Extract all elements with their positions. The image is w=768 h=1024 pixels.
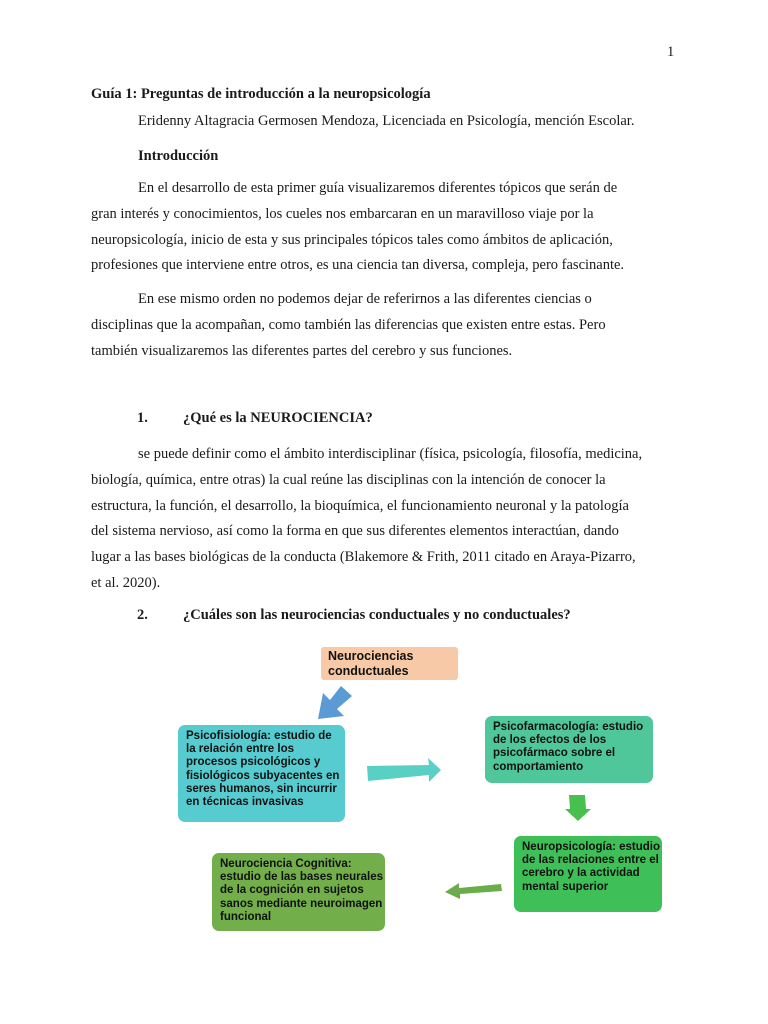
box-text-line: Psicofarmacología: estudio: [493, 721, 644, 733]
box-text-line: conductuales: [328, 664, 409, 678]
box-neuropsicologia: [514, 836, 662, 912]
text-line: se puede definir como el ámbito interdisciplinar (física, psicología, filosofía, medicina,: [138, 446, 643, 462]
arrow-down: [565, 795, 591, 821]
box-text-line: fisiológicos subyacentes en: [186, 769, 340, 782]
box-neurociencia-cognitiva: [212, 853, 385, 931]
box-text-line: Neurociencias: [328, 649, 414, 663]
arrow-down-left: [318, 686, 352, 719]
page-number: 1: [667, 44, 675, 60]
box-neurociencias-conductuales: [321, 647, 458, 680]
text-line: del sistema nervioso, así como la forma en que sus diferentes elementos interactúan, dando: [91, 523, 619, 540]
box-text-line: procesos psicológicos y: [186, 756, 321, 769]
arrow-right-1: [367, 758, 441, 782]
text-line: En el desarrollo de esta primer guía visualizaremos diferentes tópicos que serán de: [138, 180, 618, 196]
text-line: profesiones que interviene entre otros, es una ciencia tan diversa, compleja, pero fascinante.: [91, 257, 625, 274]
box-text-line: en técnicas invasivas: [186, 796, 304, 809]
box-text-line: Psicofisiología: estudio de: [186, 730, 332, 742]
box-text-line: de la cognición en sujetos: [220, 884, 364, 897]
document-title: Guía 1: Preguntas de introducción a la neuropsicología: [91, 86, 431, 102]
box-text-line: mental superior: [522, 880, 609, 893]
box-text-line: psicofármaco sobre el: [493, 747, 616, 760]
question-2-text: ¿Cuáles son las neurociencias conductuales y no conductuales?: [183, 607, 571, 623]
text-line: lugar a las bases biológicas de la conducta (Blakemore & Frith, 2011 citado en Araya-Pizarro,: [91, 549, 636, 566]
box-psicofarmacologia: [485, 716, 653, 783]
arrow-left: [445, 883, 502, 899]
box-text-line: de las relaciones entre el: [522, 854, 659, 867]
text-line: estructura, la función, el desarrollo, la bioquímica, el funcionamiento neuronal y la patología: [91, 497, 629, 514]
text-line: también visualizaremos las diferentes partes del cerebro y sus funciones.: [91, 342, 513, 359]
box-text-line: la relación entre los: [186, 743, 295, 756]
box-text-line: Neuropsicología: estudio: [522, 841, 661, 853]
question-1-text: ¿Qué es la NEUROCIENCIA?: [183, 410, 373, 426]
box-text-line: Neurociencia Cognitiva:: [220, 858, 352, 870]
box-text-line: de los efectos de los: [493, 734, 607, 747]
box-text-line: cerebro y la actividad: [522, 867, 640, 880]
text-line: neuropsicología, inicio de esta y sus principales tópicos tales como ámbitos de aplicación,: [91, 231, 613, 248]
text-line: En ese mismo orden no podemos dejar de referirnos a las diferentes ciencias o: [138, 291, 592, 307]
box-text-line: estudio de las bases neurales: [220, 871, 383, 884]
box-text-line: funcional: [220, 910, 272, 923]
question-1-number: 1.: [137, 410, 148, 426]
question-2-number: 2.: [137, 607, 148, 623]
box-psicofisiologia: [178, 725, 345, 822]
box-text-line: sanos mediante neuroimagen: [220, 897, 383, 910]
box-text-line: comportamiento: [493, 760, 584, 773]
box-text-line: seres humanos, sin incurrir: [186, 782, 337, 795]
text-line: gran interés y conocimientos, los cueles nos embarcaran en un maravilloso viaje por la: [91, 205, 594, 222]
author-line: Eridenny Altagracia Germosen Mendoza, Licenciada en Psicología, mención Escolar.: [138, 113, 635, 129]
text-line: disciplinas que la acompañan, como también las diferencias que existen entre estas. Pero: [91, 316, 606, 333]
text-line: et al. 2020).: [91, 574, 161, 591]
intro-heading: Introducción: [138, 148, 219, 164]
text-line: biología, química, entre otras) la cual reúne las disciplinas con la intención de conocer la: [91, 471, 606, 488]
